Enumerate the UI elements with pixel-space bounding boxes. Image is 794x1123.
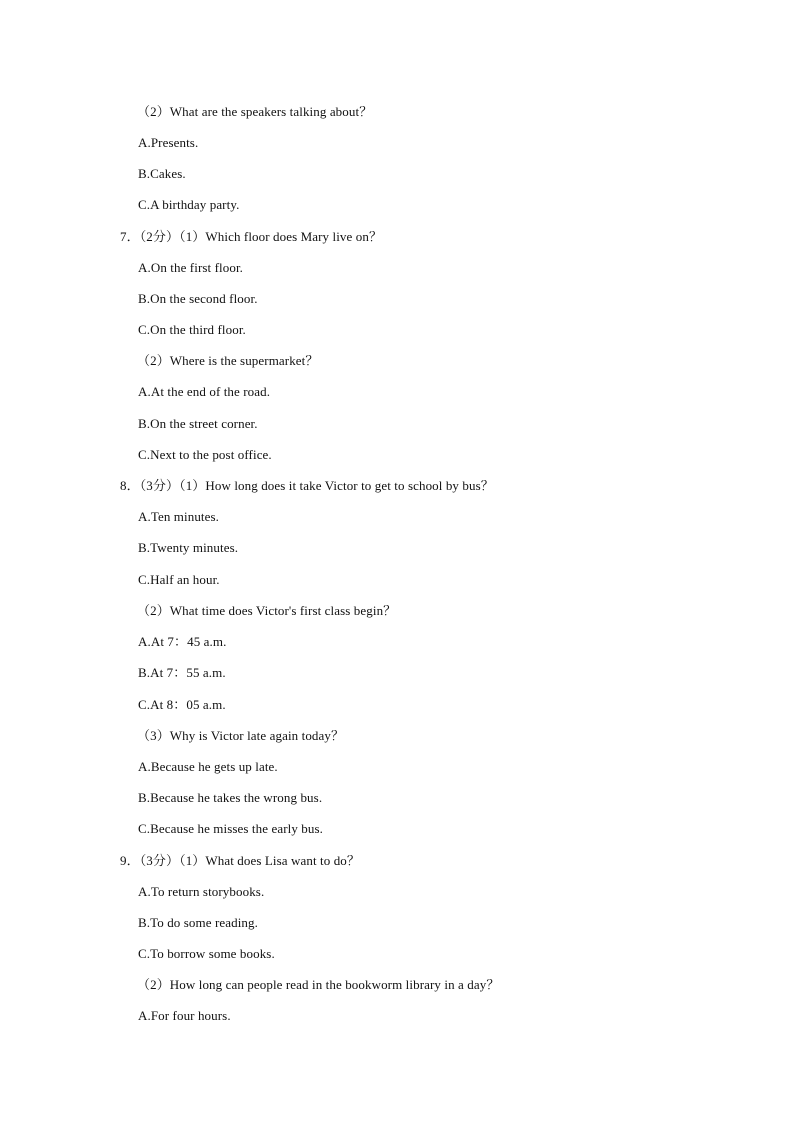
option-c: C.At 8：05 a.m. (138, 697, 226, 712)
option-b: B.Because he takes the wrong bus. (138, 790, 323, 805)
question-8: 8．（3分）（1）How long does it take Victor to get to school by bus？ (120, 478, 494, 493)
option-c: C.Because he misses the early bus. (138, 821, 323, 836)
option-c: C.On the third floor. (138, 322, 246, 337)
option-a: A.Presents. (138, 135, 199, 150)
question-8-sub-3: （3）Why is Victor late again today？ (137, 728, 345, 743)
option-b: B.To do some reading. (138, 915, 258, 930)
option-b: B.On the second floor. (138, 291, 258, 306)
option-b: B.Cakes. (138, 166, 186, 181)
option-c: C.Half an hour. (138, 572, 220, 587)
question-6-sub-2: （2）What are the speakers talking about？ (137, 104, 373, 119)
option-c: C.To borrow some books. (138, 946, 275, 961)
option-a: A.On the first floor. (138, 260, 244, 275)
question-9-sub-2: （2）How long can people read in the bookworm library in a day？ (137, 977, 500, 992)
option-b: B.On the street corner. (138, 416, 258, 431)
option-a: A.Ten minutes. (138, 509, 220, 524)
option-c: C.A birthday party. (138, 197, 240, 212)
option-c: C.Next to the post office. (138, 447, 272, 462)
option-b: B.At 7：55 a.m. (138, 665, 226, 680)
question-7-sub-2: （2）Where is the supermarket？ (137, 353, 319, 368)
question-7: 7．（2分）（1）Which floor does Mary live on？ (120, 229, 383, 244)
option-a: A.To return storybooks. (138, 884, 265, 899)
option-a: A.At the end of the road. (138, 384, 271, 399)
option-a: A.At 7：45 a.m. (138, 634, 227, 649)
option-a: A.Because he gets up late. (138, 759, 278, 774)
question-8-sub-2: （2）What time does Victor's first class begin？ (137, 603, 397, 618)
option-a: A.For four hours. (138, 1008, 231, 1023)
option-b: B.Twenty minutes. (138, 540, 239, 555)
question-9: 9．（3分）（1）What does Lisa want to do？ (120, 853, 360, 868)
